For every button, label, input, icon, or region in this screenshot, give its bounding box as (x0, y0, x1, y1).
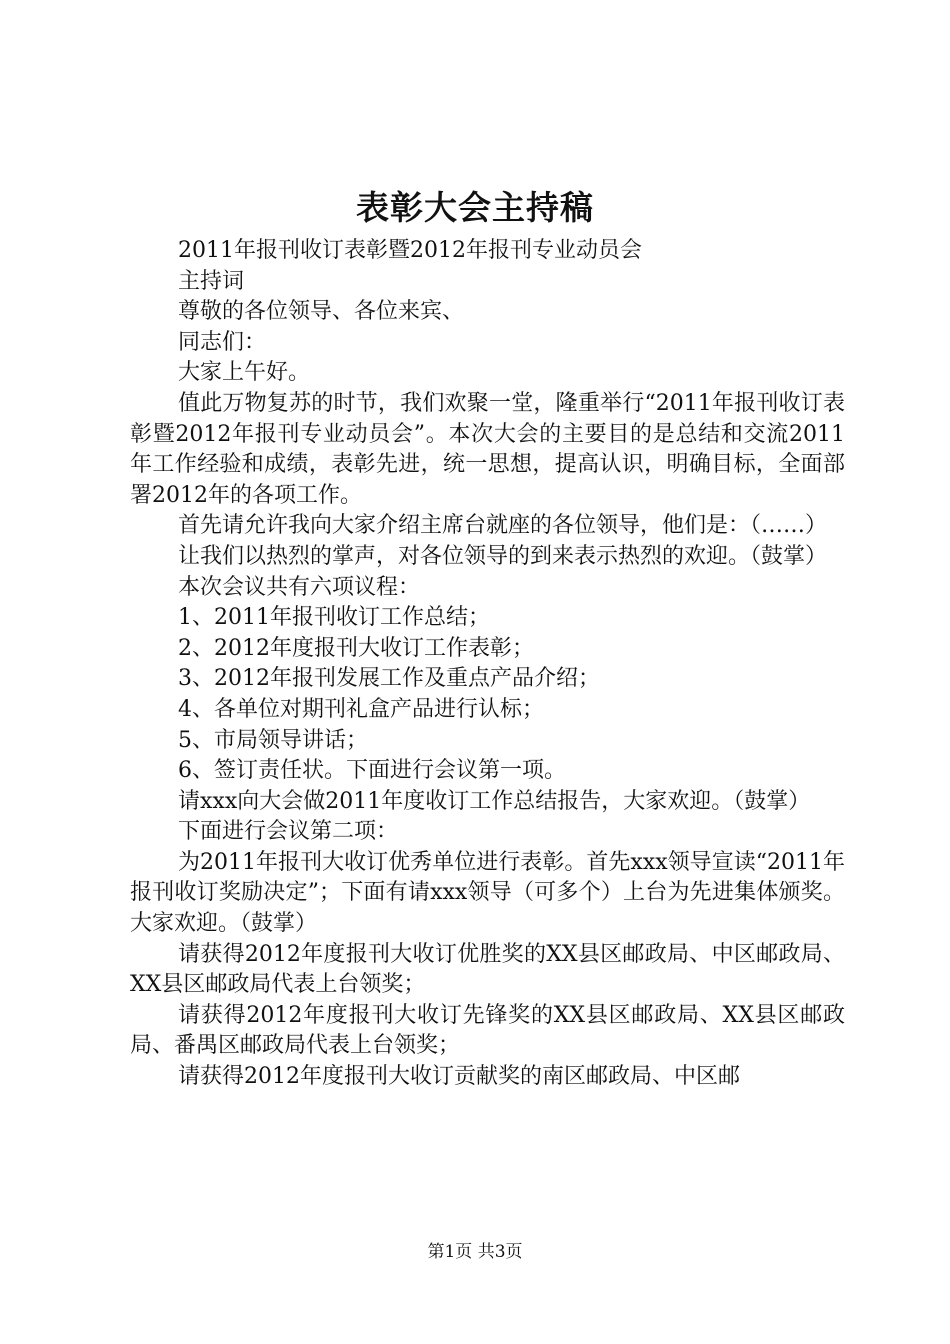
agenda-item-6: 6、签订责任状。下面进行会议第一项。 (178, 758, 566, 784)
paragraph-work-report: 请xxx向大会做2011年度收订工作总结报告，大家欢迎。（鼓掌） (178, 788, 811, 814)
document-title: 表彰大会主持稿 (356, 188, 594, 227)
paragraph-welcome-applause: 让我们以热烈的掌声，对各位领导的到来表示热烈的欢迎。（鼓掌） (178, 543, 828, 569)
agenda-item-3: 3、2012年报刊发展工作及重点产品介绍； (178, 666, 600, 692)
paragraph-award-excellence: 请获得2012年度报刊大收订优胜奖的XX县区邮政局、中区邮政局、XX县区邮政局代表上台领奖； (130, 941, 845, 998)
page-footer: 第1页 共3页 (427, 1242, 523, 1262)
paragraph-award-contribution: 请获得2012年度报刊大收订贡献奖的南区邮政局、中区邮 (178, 1064, 740, 1090)
paragraph-greeting-leaders: 尊敬的各位领导、各位来宾、 (178, 299, 465, 325)
paragraph-introduce-leaders: 首先请允许我向大家介绍主席台就座的各位领导，他们是：（……） (178, 513, 828, 539)
document-body (130, 236, 845, 1093)
paragraph-good-morning: 大家上午好。 (178, 360, 311, 386)
paragraph-second-item: 下面进行会议第二项： (178, 819, 399, 845)
agenda-item-1: 1、2011年报刊收订工作总结； (178, 605, 490, 631)
agenda-item-2: 2、2012年度报刊大收订工作表彰； (178, 635, 534, 661)
paragraph-meeting-name: 2011年报刊收订表彰暨2012年报刊专业动员会 (178, 238, 642, 263)
paragraph-award-pioneer: 请获得2012年度报刊大收订先锋奖的XX县区邮政局、XX县区邮政局、番禺区邮政局代表上台领奖； (130, 1002, 845, 1059)
paragraph-agenda-intro: 本次会议共有六项议程： (178, 574, 421, 600)
agenda-item-4: 4、各单位对期刊礼盒产品进行认标； (178, 696, 544, 722)
agenda-item-5: 5、市局领导讲话； (178, 727, 368, 753)
paragraph-commendation: 为2011年报刊大收订优秀单位进行表彰。首先xxx领导宣读“2011年报刊收订奖励决定”；下面有请xxx领导（可多个）上台为先进集体颁奖。大家欢迎。（鼓掌） (130, 849, 845, 937)
paragraph-greeting-comrades: 同志们： (178, 329, 267, 355)
paragraph-opening: 值此万物复苏的时节，我们欢聚一堂，隆重举行“2011年报刊收订表彰暨2012年报刊专业动员会”。本次大会的主要目的是总结和交流2011年工作经验和成绩，表彰先进，统一思想，提高认识，明确目标，全面部署2012年的各项工作。 (130, 390, 845, 508)
paragraph-host-speech: 主持词 (178, 268, 245, 294)
